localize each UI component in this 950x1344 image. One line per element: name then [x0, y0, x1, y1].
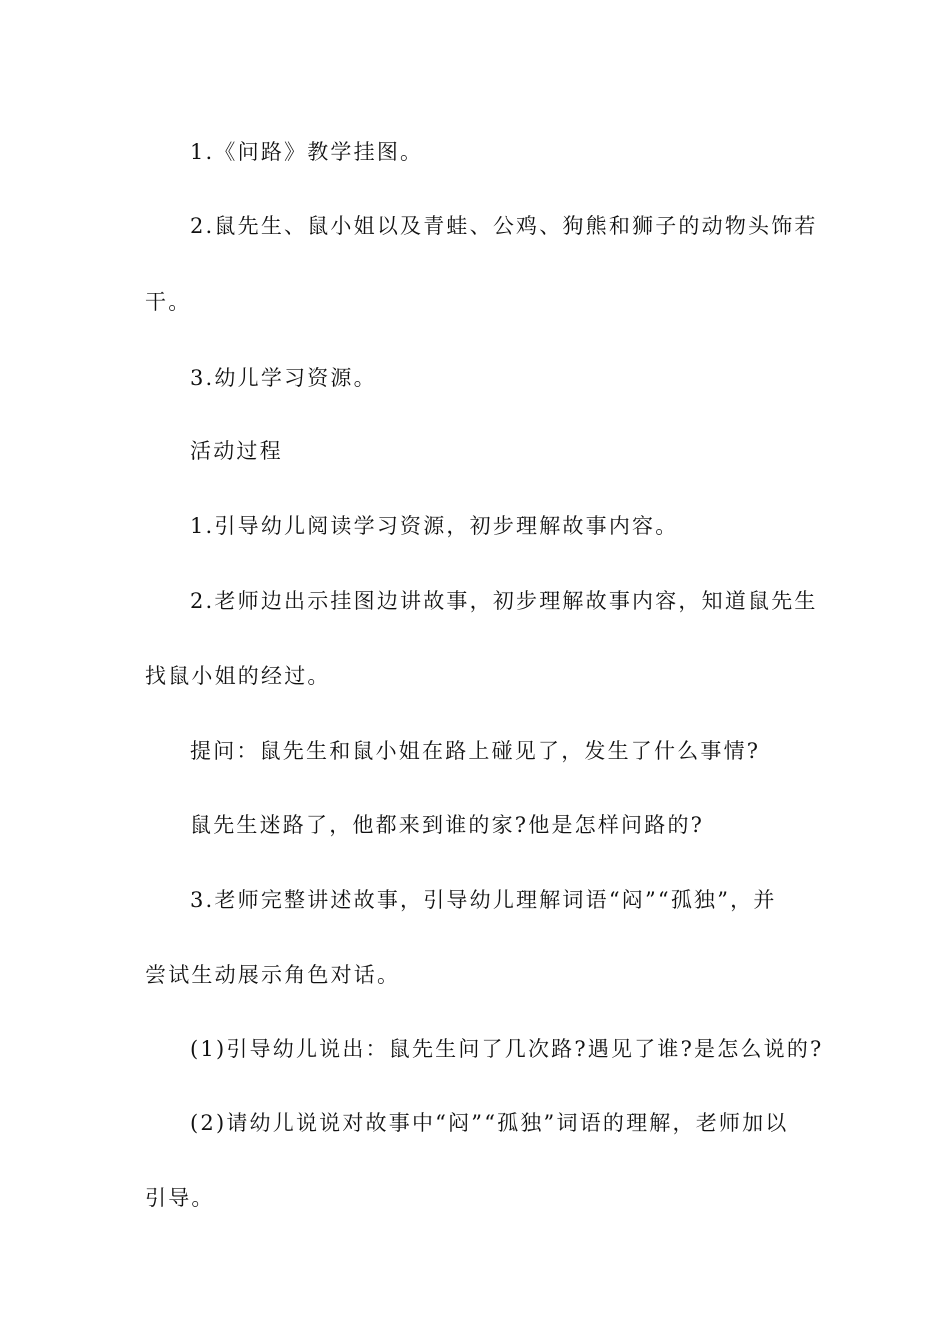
- question-paragraph-2: 鼠先生迷路了，他都来到谁的家?他是怎样问路的?: [190, 813, 705, 837]
- sub-step-1: (1)引导幼儿说出：鼠先生问了几次路?遇见了谁?是怎么说的?: [190, 1037, 824, 1061]
- material-item-2: 2.鼠先生、鼠小姐以及青蛙、公鸡、狗熊和狮子的动物头饰若: [190, 214, 818, 238]
- process-step-3: 3.老师完整讲述故事，引导幼儿理解词语“闷”“孤独”，并: [190, 888, 777, 912]
- material-item-3: 3.幼儿学习资源。: [190, 366, 377, 390]
- process-step-2: 2.老师边出示挂图边讲故事，初步理解故事内容，知道鼠先生: [190, 589, 818, 613]
- question-paragraph: 提问：鼠先生和鼠小姐在路上碰见了，发生了什么事情?: [190, 739, 761, 763]
- section-heading: 活动过程: [190, 439, 283, 463]
- process-step-1: 1.引导幼儿阅读学习资源，初步理解故事内容。: [190, 514, 679, 538]
- material-item-2-continued: 干。: [145, 290, 192, 314]
- sub-step-2: (2)请幼儿说说对故事中“闷”“孤独”词语的理解，老师加以: [190, 1111, 789, 1135]
- sub-step-2-continued: 引导。: [145, 1186, 215, 1210]
- material-item-1: 1.《问路》教学挂图。: [190, 140, 424, 164]
- process-step-2-continued: 找鼠小姐的经过。: [145, 664, 331, 688]
- process-step-3-continued: 尝试生动展示角色对话。: [145, 963, 401, 987]
